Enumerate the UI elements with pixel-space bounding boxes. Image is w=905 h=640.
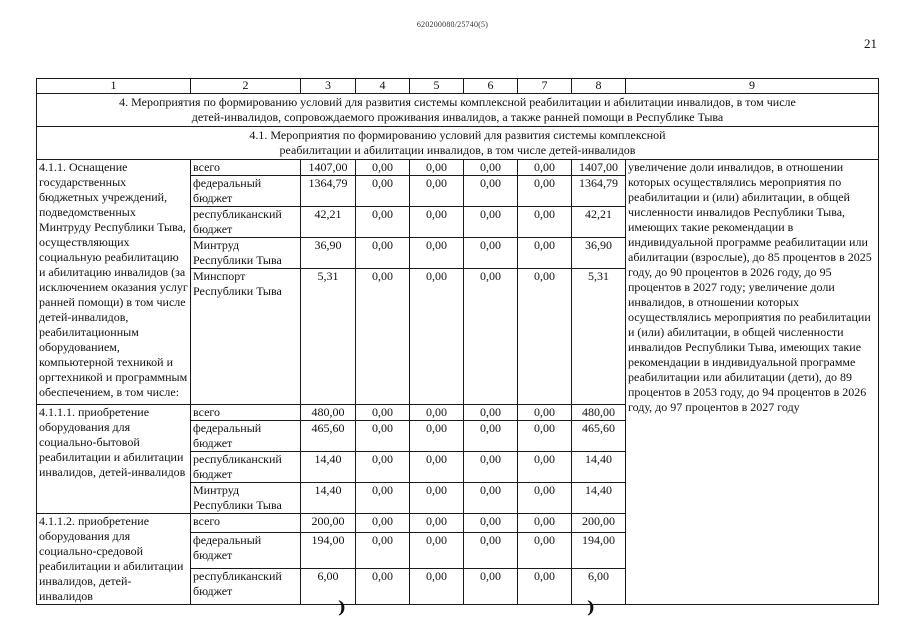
amount-cell: 36,90 (572, 238, 626, 269)
amount-cell: 0,00 (356, 160, 410, 176)
amount-cell: 0,00 (356, 405, 410, 421)
funding-source: республиканский бюджет (191, 568, 301, 604)
amount-cell: 5,31 (572, 269, 626, 405)
amount-cell: 480,00 (572, 405, 626, 421)
amount-cell: 42,21 (572, 207, 626, 238)
margin-mark: ) (587, 598, 596, 618)
header-cell: 2 (191, 79, 301, 94)
funding-source: федеральный бюджет (191, 421, 301, 452)
amount-cell: 0,00 (410, 160, 464, 176)
amount-cell: 0,00 (464, 176, 518, 207)
funding-source: Минспорт Республики Тыва (191, 269, 301, 405)
amount-cell: 0,00 (464, 568, 518, 604)
amount-cell: 0,00 (518, 568, 572, 604)
header-cell: 8 (572, 79, 626, 94)
funding-source: федеральный бюджет (191, 176, 301, 207)
amount-cell: 200,00 (572, 514, 626, 533)
amount-cell: 0,00 (464, 532, 518, 568)
amount-cell: 0,00 (464, 238, 518, 269)
amount-cell: 0,00 (464, 207, 518, 238)
activity-label: 4.1.1.1. приобретение оборудования для социально-бытовой реабилитации и абилитации инвалидов, детей-инвалидов (37, 405, 191, 514)
header-cell: 5 (410, 79, 464, 94)
funding-source: всего (191, 405, 301, 421)
amount-cell: 0,00 (410, 269, 464, 405)
amount-cell: 1407,00 (301, 160, 356, 176)
amount-cell: 480,00 (301, 405, 356, 421)
section-4-title: 4. Мероприятия по формированию условий для развития системы комплексной реабилитации и абилитации инвалидов, в том числе детей-инвалидов, сопровождаемого проживания инвалидов, а также ранней помощи в Республике Тыва (37, 94, 879, 127)
amount-cell: 0,00 (518, 160, 572, 176)
amount-cell: 0,00 (356, 483, 410, 514)
funding-source: республиканский бюджет (191, 207, 301, 238)
document-id: 620200080/25740(5) (416, 20, 489, 29)
amount-cell: 14,40 (301, 483, 356, 514)
amount-cell: 0,00 (410, 514, 464, 533)
header-cell: 9 (626, 79, 879, 94)
header-cell: 6 (464, 79, 518, 94)
amount-cell: 0,00 (410, 483, 464, 514)
amount-cell: 0,00 (356, 568, 410, 604)
amount-cell: 465,60 (301, 421, 356, 452)
amount-cell: 0,00 (518, 238, 572, 269)
amount-cell: 36,90 (301, 238, 356, 269)
funding-source: республиканский бюджет (191, 452, 301, 483)
header-cell: 3 (301, 79, 356, 94)
amount-cell: 0,00 (410, 421, 464, 452)
amount-cell: 14,40 (301, 452, 356, 483)
funding-source: всего (191, 514, 301, 533)
amount-cell: 0,00 (518, 532, 572, 568)
amount-cell: 0,00 (410, 405, 464, 421)
activity-label: 4.1.1. Оснащение государственных бюджетных учреждений, подведомственных Минтруду Республики Тыва, осуществляющих социальную реабилитацию и абилитацию инвалидов (за исключением оказания услуг ранней помощи) в том числе детей-инвалидов, реабилитационным оборудованием, компьютерной техникой и оргтехникой и программным обеспечением, в том числе: (37, 160, 191, 405)
section-4-row (37, 94, 879, 127)
amount-cell: 0,00 (464, 269, 518, 405)
amount-cell: 0,00 (356, 514, 410, 533)
section-4-1-row (37, 127, 879, 160)
activity-label: 4.1.1.2. приобретение оборудования для социально-средовой реабилитации и абилитации инвалидов, детей- инвалидов (37, 514, 191, 605)
amount-cell: 194,00 (572, 532, 626, 568)
funding-source: федеральный бюджет (191, 532, 301, 568)
program-table (36, 78, 879, 605)
amount-cell: 0,00 (410, 452, 464, 483)
amount-cell: 0,00 (518, 405, 572, 421)
expected-result: увеличение доли инвалидов, в отношении которых осуществлялись мероприятия по реабилитации и (или) абилитации, в общей численности инвалидов Республики Тыва, имеющих такие рекомендации в индивидуальной программе реабилитации или абилитации (взрослые), до 85 процентов в 2025 году, до 90 процентов в 2026 году, до 95 процентов в 2027 году; увеличение доли инвалидов, в отношении которых осуществлялись мероприятия по реабилитации и (или) абилитации, в общей численности инвалидов Республики Тыва, имеющих такие рекомендации в индивидуальной программе реабилитации или абилитации (дети), до 89 процентов в 2053 году, до 94 процентов в 2026 году, до 97 процентов в 2027 году (626, 160, 879, 605)
amount-cell: 14,40 (572, 452, 626, 483)
amount-cell: 5,31 (301, 269, 356, 405)
table-row (37, 160, 879, 176)
amount-cell: 0,00 (410, 568, 464, 604)
amount-cell: 0,00 (464, 483, 518, 514)
header-row (37, 79, 879, 94)
amount-cell: 0,00 (356, 452, 410, 483)
amount-cell: 0,00 (356, 269, 410, 405)
amount-cell: 0,00 (518, 483, 572, 514)
amount-cell: 1364,79 (572, 176, 626, 207)
amount-cell: 0,00 (464, 421, 518, 452)
funding-source: всего (191, 160, 301, 176)
amount-cell: 0,00 (356, 421, 410, 452)
header-cell: 7 (518, 79, 572, 94)
amount-cell: 0,00 (464, 160, 518, 176)
amount-cell: 0,00 (464, 452, 518, 483)
amount-cell: 0,00 (518, 207, 572, 238)
amount-cell: 0,00 (410, 532, 464, 568)
amount-cell: 14,40 (572, 483, 626, 514)
margin-mark: ) (338, 598, 347, 618)
amount-cell: 0,00 (518, 421, 572, 452)
amount-cell: 0,00 (518, 514, 572, 533)
amount-cell: 0,00 (518, 176, 572, 207)
amount-cell: 0,00 (356, 532, 410, 568)
amount-cell: 465,60 (572, 421, 626, 452)
amount-cell: 0,00 (356, 238, 410, 269)
amount-cell: 0,00 (464, 514, 518, 533)
amount-cell: 200,00 (301, 514, 356, 533)
amount-cell: 1364,79 (301, 176, 356, 207)
section-4-1-title: 4.1. Мероприятия по формированию условий для развития системы комплексной реабилитации и абилитации инвалидов, в том числе детей-инвалидов (37, 127, 879, 160)
amount-cell: 1407,00 (572, 160, 626, 176)
funding-source: Минтруд Республики Тыва (191, 483, 301, 514)
amount-cell: 0,00 (410, 207, 464, 238)
amount-cell: 6,00 (572, 568, 626, 604)
amount-cell: 0,00 (410, 238, 464, 269)
amount-cell: 0,00 (518, 452, 572, 483)
header-cell: 4 (356, 79, 410, 94)
amount-cell: 0,00 (356, 176, 410, 207)
page-number: 21 (864, 36, 877, 51)
amount-cell: 194,00 (301, 532, 356, 568)
header-cell: 1 (37, 79, 191, 94)
amount-cell: 0,00 (410, 176, 464, 207)
funding-source: Минтруд Республики Тыва (191, 238, 301, 269)
amount-cell: 6,00 (301, 568, 356, 604)
amount-cell: 42,21 (301, 207, 356, 238)
amount-cell: 0,00 (518, 269, 572, 405)
amount-cell: 0,00 (356, 207, 410, 238)
amount-cell: 0,00 (464, 405, 518, 421)
